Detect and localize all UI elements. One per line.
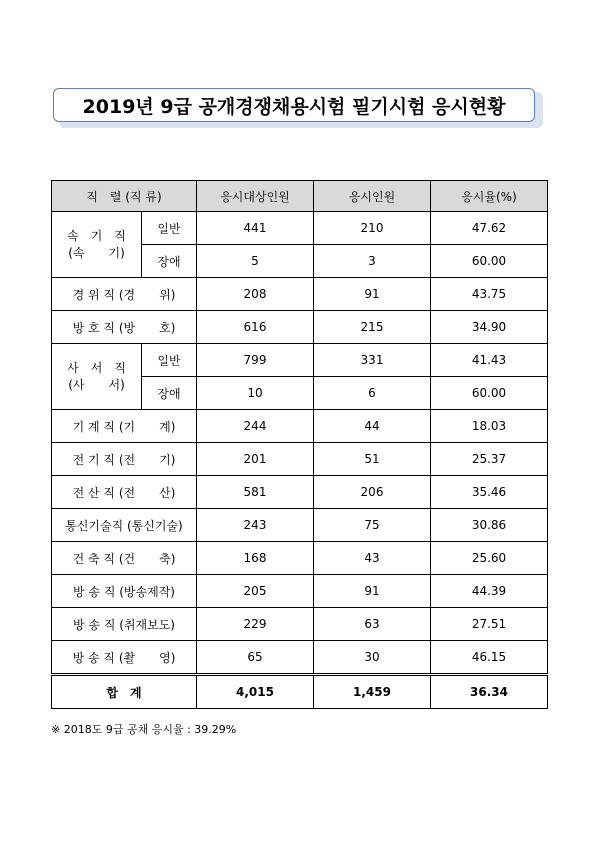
sub-category: 일반	[142, 344, 197, 377]
job-series-label: 방 호 직 (방 호)	[52, 311, 197, 344]
job-series-label: 경 위 직 (경 위)	[52, 278, 197, 311]
applicant-count: 331	[314, 344, 431, 377]
application-rate: 18.03	[431, 410, 548, 443]
target-count: 208	[197, 278, 314, 311]
job-series-label: 방 송 직 (방송제작)	[52, 575, 197, 608]
table-row	[52, 575, 548, 608]
table-row	[52, 311, 548, 344]
applicant-count: 215	[314, 311, 431, 344]
applicant-count: 91	[314, 575, 431, 608]
job-series-label: 전 산 직 (전 산)	[52, 476, 197, 509]
job-series-label: 기 계 직 (기 계)	[52, 410, 197, 443]
target-count: 229	[197, 608, 314, 641]
target-count: 581	[197, 476, 314, 509]
table-row	[52, 509, 548, 542]
application-rate: 43.75	[431, 278, 548, 311]
applicant-count: 43	[314, 542, 431, 575]
applicant-count: 30	[314, 641, 431, 675]
application-rate: 46.15	[431, 641, 548, 675]
header-job-series: 직 렬 (직 류)	[52, 181, 197, 212]
target-count: 616	[197, 311, 314, 344]
applicant-count: 75	[314, 509, 431, 542]
header-applicant-count: 응시인원	[314, 181, 431, 212]
job-series-label: 방 송 직 (촬 영)	[52, 641, 197, 675]
applicant-count: 6	[314, 377, 431, 410]
table-row	[52, 608, 548, 641]
job-series-label: 건 축 직 (건 축)	[52, 542, 197, 575]
sub-category: 장애	[142, 245, 197, 278]
group-name-line: (사 서)	[68, 377, 125, 392]
applicant-count: 44	[314, 410, 431, 443]
table-row	[52, 476, 548, 509]
job-series-label: 방 송 직 (취재보도)	[52, 608, 197, 641]
table-row	[52, 212, 548, 245]
total-label: 합 계	[52, 675, 197, 709]
applicant-count: 91	[314, 278, 431, 311]
total-row	[52, 675, 548, 709]
target-count: 201	[197, 443, 314, 476]
application-rate: 41.43	[431, 344, 548, 377]
table-row	[52, 443, 548, 476]
header-application-rate: 응시율(%)	[431, 181, 548, 212]
table-row	[52, 542, 548, 575]
applicant-count: 3	[314, 245, 431, 278]
target-count: 5	[197, 245, 314, 278]
application-rate: 30.86	[431, 509, 548, 542]
application-rate: 27.51	[431, 608, 548, 641]
target-count: 243	[197, 509, 314, 542]
application-rate: 34.90	[431, 311, 548, 344]
applicant-count: 210	[314, 212, 431, 245]
target-count: 799	[197, 344, 314, 377]
group-name-line: (속 기)	[68, 245, 125, 260]
application-rate: 44.39	[431, 575, 548, 608]
job-series-label: 전 기 직 (전 기)	[52, 443, 197, 476]
table-row	[52, 641, 548, 675]
applicant-count: 51	[314, 443, 431, 476]
group-name-librarian	[52, 344, 142, 410]
target-count: 10	[197, 377, 314, 410]
job-series-label: 통신기술직 (통신기술)	[52, 509, 197, 542]
page-title: 2019년 9급 공개경쟁채용시험 필기시험 응시현황	[53, 88, 535, 122]
target-count: 168	[197, 542, 314, 575]
group-name-line: 속 기 직	[67, 228, 126, 243]
application-rate: 25.37	[431, 443, 548, 476]
application-rate: 60.00	[431, 377, 548, 410]
applicant-status-table	[51, 180, 548, 709]
application-rate: 35.46	[431, 476, 548, 509]
target-count: 441	[197, 212, 314, 245]
applicant-count: 63	[314, 608, 431, 641]
target-count: 65	[197, 641, 314, 675]
total-applicant-count: 1,459	[314, 675, 431, 709]
target-count: 244	[197, 410, 314, 443]
group-name-stenography	[52, 212, 142, 278]
application-rate: 47.62	[431, 212, 548, 245]
group-name-line: 사 서 직	[67, 360, 126, 375]
applicant-count: 206	[314, 476, 431, 509]
sub-category: 일반	[142, 212, 197, 245]
application-rate: 25.60	[431, 542, 548, 575]
table-row	[52, 278, 548, 311]
table-row	[52, 410, 548, 443]
table-row	[52, 344, 548, 377]
application-rate: 60.00	[431, 245, 548, 278]
target-count: 205	[197, 575, 314, 608]
footnote: ※ 2018도 9급 공채 응시율 : 39.29%	[51, 723, 237, 736]
total-application-rate: 36.34	[431, 675, 548, 709]
header-target-count: 응시대상인원	[197, 181, 314, 212]
table-header-row	[52, 181, 548, 212]
sub-category: 장애	[142, 377, 197, 410]
total-target-count: 4,015	[197, 675, 314, 709]
